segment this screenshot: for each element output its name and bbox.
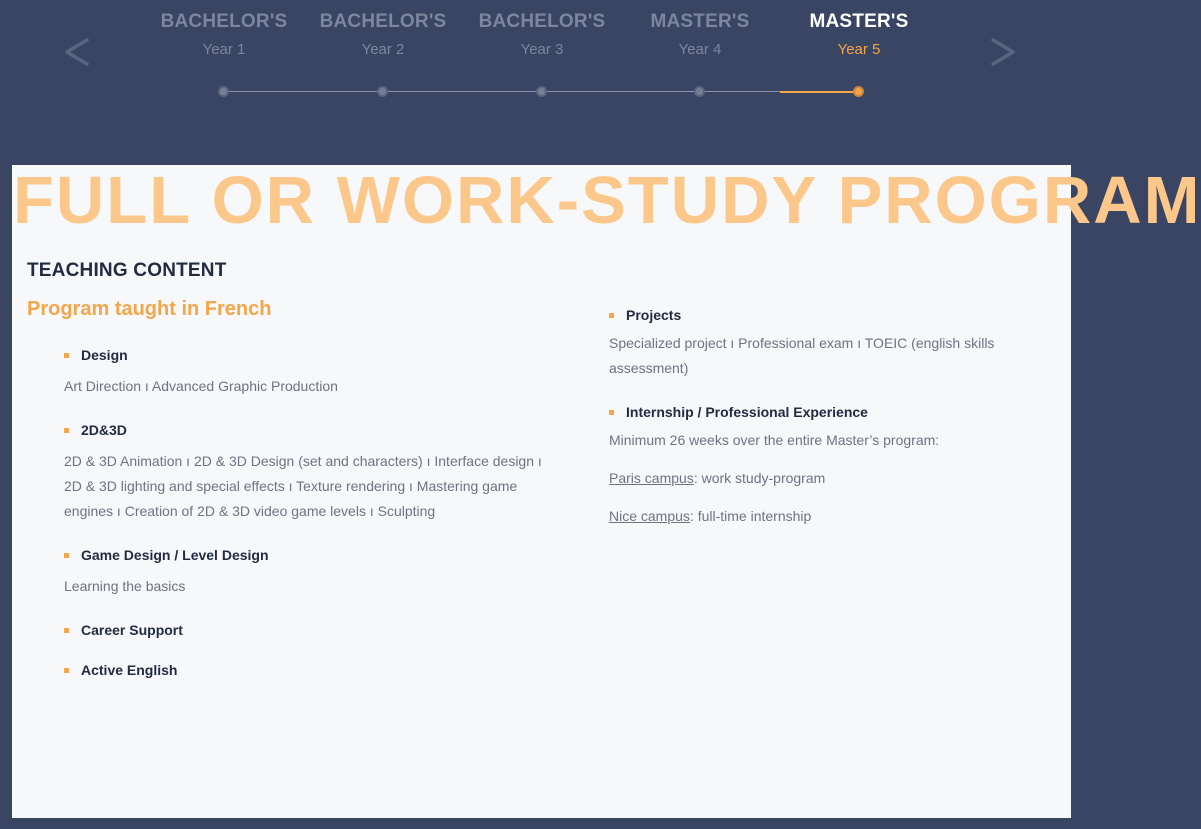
year-tab-5[interactable]: [779, 10, 939, 61]
course-item: [64, 420, 547, 524]
year-tab-1[interactable]: [144, 10, 304, 61]
course-heading-label: Projects: [626, 307, 682, 323]
square-bullet-icon: [609, 410, 614, 415]
square-bullet-icon: [64, 628, 69, 633]
section-title: TEACHING CONTENT: [27, 260, 227, 281]
course-item: [64, 345, 547, 399]
nice-campus-link[interactable]: Nice campus: [609, 508, 690, 524]
course-list: [609, 305, 1049, 529]
year-tab-degree: BACHELOR'S: [478, 11, 606, 32]
year-tab-year: Year 2: [361, 41, 405, 58]
course-heading-label: Internship / Professional Experience: [626, 404, 868, 420]
campus-line-nice: [609, 504, 1049, 529]
course-heading-label: Active English: [81, 662, 178, 678]
course-item: [64, 620, 547, 640]
course-description: 2D & 3D Animation ı 2D & 3D Design (set and characters) ı Interface design ı 2D & 3D lighting and special effects ı Texture rendering ı Mastering game engines ı Creation of 2D & 3D video game levels ı Sculpting: [64, 453, 542, 519]
campus-detail: : full-time internship: [689, 508, 812, 524]
square-bullet-icon: [609, 313, 614, 318]
course-description: Art Direction ı Advanced Graphic Production: [64, 378, 338, 394]
timeline-dot-5[interactable]: [853, 86, 864, 97]
course-heading-label: Career Support: [81, 622, 183, 638]
timeline-dot-2[interactable]: [377, 86, 388, 97]
year-tab-4[interactable]: [620, 10, 780, 61]
year-navigation: [0, 0, 1080, 165]
course-heading: [64, 420, 547, 440]
timeline-dot-3[interactable]: [536, 86, 547, 97]
paris-campus-link[interactable]: Paris campus: [609, 470, 694, 486]
square-bullet-icon: [64, 553, 69, 558]
program-language: Program taught in French: [27, 298, 272, 320]
year-tab-degree: BACHELOR'S: [160, 11, 288, 32]
course-description: Minimum 26 weeks over the entire Master’s program:: [609, 432, 940, 448]
course-item: [609, 305, 1049, 381]
year-tab-year: Year 1: [202, 41, 246, 58]
year-tab-year: Year 5: [837, 41, 881, 58]
timeline-progress: [780, 91, 859, 93]
year-tab-degree: BACHELOR'S: [319, 11, 447, 32]
square-bullet-icon: [64, 353, 69, 358]
campus-line-paris: [609, 466, 1049, 491]
course-item: [64, 660, 547, 680]
teaching-content-right-column: [609, 305, 1049, 550]
course-heading: [64, 545, 547, 565]
timeline-dot-1[interactable]: [218, 86, 229, 97]
program-content-panel: [12, 163, 1201, 818]
year-tab-year: Year 4: [678, 41, 722, 58]
course-heading: [64, 660, 547, 680]
campus-detail: : work study-program: [693, 470, 826, 486]
course-item: [64, 545, 547, 599]
course-heading-label: Game Design / Level Design: [81, 547, 269, 563]
timeline-dot-4[interactable]: [694, 86, 705, 97]
course-list: [64, 345, 547, 680]
square-bullet-icon: [64, 668, 69, 673]
program-title: FULL OR WORK-STUDY PROGRAM: [13, 163, 1201, 238]
year-tab-degree: MASTER'S: [809, 11, 909, 32]
course-heading: [64, 345, 547, 365]
next-year-button[interactable]: [983, 26, 1023, 78]
year-tab-2[interactable]: [303, 10, 463, 61]
year-tab-degree: MASTER'S: [650, 11, 750, 32]
square-bullet-icon: [64, 428, 69, 433]
course-heading: [609, 402, 1049, 422]
prev-year-button[interactable]: [57, 26, 97, 78]
course-heading-label: 2D&3D: [81, 422, 127, 438]
course-heading: [609, 305, 1049, 325]
chevron-right-icon: [983, 26, 1023, 78]
course-item: [609, 402, 1049, 529]
course-heading-label: Design: [81, 347, 128, 363]
course-description: Specialized project ı Professional exam ı TOEIC (english skills assessment): [609, 335, 995, 376]
chevron-left-icon: [57, 26, 97, 78]
course-description: Learning the basics: [64, 578, 186, 594]
year-tab-year: Year 3: [520, 41, 564, 58]
course-heading: [64, 620, 547, 640]
year-tab-3[interactable]: [462, 10, 622, 61]
teaching-content-left-column: [27, 259, 547, 700]
